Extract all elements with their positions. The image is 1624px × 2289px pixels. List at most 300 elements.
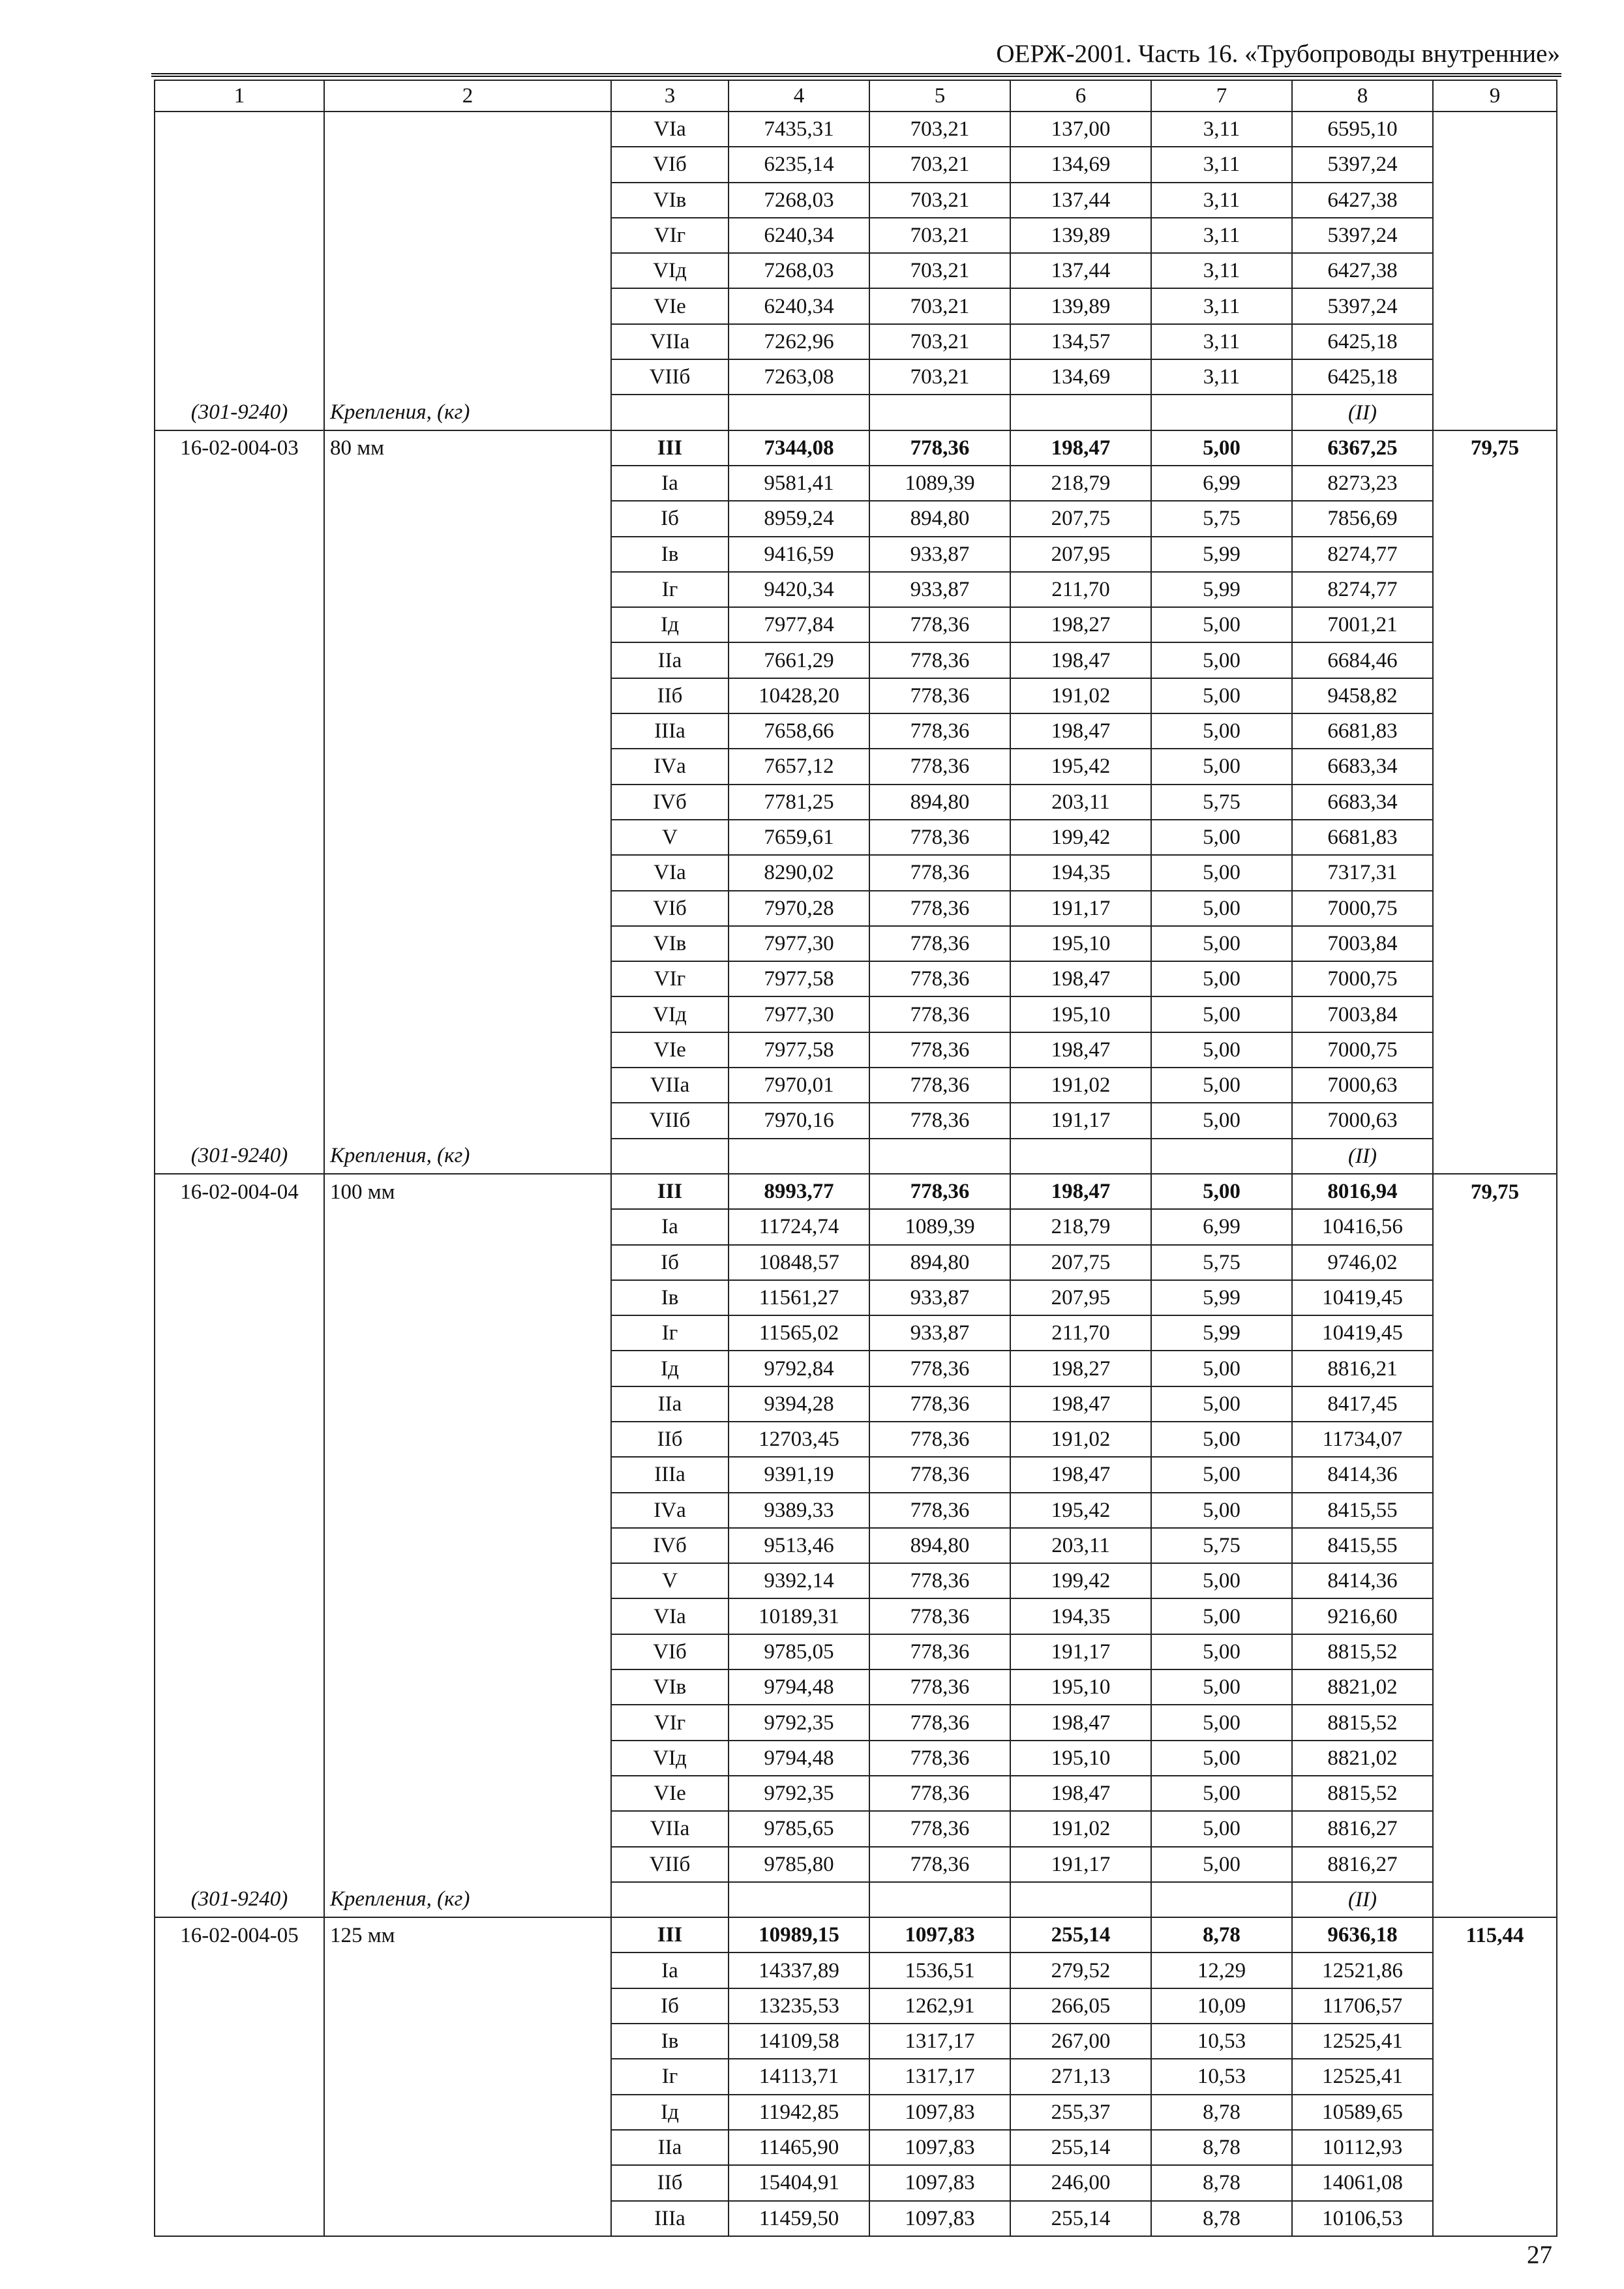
table-row [155,1741,1557,1776]
total-cost: 15404,91 [729,2165,869,2200]
labor-hours-empty [1433,713,1557,749]
zone-code: VIг [611,218,729,253]
labor-hours-empty [1433,253,1557,288]
total-cost: 9513,46 [729,1528,869,1563]
rate-code-empty [155,1776,324,1811]
total-cost: 7970,01 [729,1068,869,1103]
rate-name-empty [324,1528,611,1563]
labor-cost: 1097,83 [869,1917,1010,1952]
labor-hours-empty [1433,1351,1557,1386]
table-row [155,1776,1557,1811]
labor-cost: 894,80 [869,501,1010,536]
total-cost: 8959,24 [729,501,869,536]
footer-empty [1151,395,1292,430]
zone-code: IVб [611,785,729,820]
material-cost: 7001,21 [1292,607,1433,642]
labor-hours-empty [1433,607,1557,642]
labor-cost: 778,36 [869,430,1010,466]
zone-code: IIб [611,678,729,713]
operator-wage: 5,99 [1151,1315,1292,1351]
rate-code-empty [155,926,324,961]
rate-name-empty [324,1811,611,1846]
total-cost: 11561,27 [729,1280,869,1315]
zone-code: VIа [611,1598,729,1634]
labor-hours-empty [1433,642,1557,678]
machine-cost: 207,95 [1010,537,1151,572]
footer-empty [729,1139,869,1174]
operator-wage: 5,00 [1151,430,1292,466]
table-row [155,2024,1557,2059]
rate-code-empty [155,253,324,288]
material-cost: 8415,55 [1292,1493,1433,1528]
operator-wage: 5,00 [1151,1174,1292,1209]
column-numbers-row [155,80,1557,112]
footer-note: (II) [1292,395,1433,430]
total-cost: 9792,35 [729,1705,869,1740]
labor-cost: 778,36 [869,891,1010,926]
total-cost: 7262,96 [729,324,869,359]
rate-code-empty [155,1705,324,1740]
total-cost: 7977,58 [729,1032,869,1068]
machine-cost: 198,27 [1010,607,1151,642]
material-cost: 6425,18 [1292,324,1433,359]
table-row [155,1811,1557,1846]
labor-cost: 1536,51 [869,1952,1010,1988]
footer-empty [611,1882,729,1917]
zone-code: VIIб [611,359,729,395]
rate-name-empty [324,1776,611,1811]
table-row [155,1847,1557,1882]
operator-wage: 5,00 [1151,642,1292,678]
table-row [155,218,1557,253]
total-cost: 9785,65 [729,1811,869,1846]
machine-cost: 198,47 [1010,642,1151,678]
labor-cost: 703,21 [869,218,1010,253]
footer-note: (II) [1292,1882,1433,1917]
rate-name-empty [324,749,611,784]
labor-cost: 778,36 [869,607,1010,642]
total-cost: 9794,48 [729,1741,869,1776]
rate-name-empty [324,1315,611,1351]
labor-hours-empty [1433,1811,1557,1846]
zone-code: VIа [611,112,729,147]
machine-cost: 203,11 [1010,1528,1151,1563]
material-cost: 10416,56 [1292,1209,1433,1244]
machine-cost: 198,47 [1010,713,1151,749]
zone-code: Iб [611,501,729,536]
machine-cost: 198,47 [1010,1705,1151,1740]
rate-code-empty [155,1988,324,2024]
machine-cost: 255,14 [1010,2201,1151,2236]
material-cost: 6427,38 [1292,253,1433,288]
rate-code-empty [155,1032,324,1068]
footer-resource-label: Крепления, (кг) [324,395,611,430]
material-cost: 11734,07 [1292,1422,1433,1457]
material-cost: 10112,93 [1292,2130,1433,2165]
rate-code-empty [155,855,324,890]
rate-name-empty [324,466,611,501]
table-row [155,2165,1557,2200]
labor-cost: 703,21 [869,183,1010,218]
total-cost: 7977,58 [729,961,869,996]
labor-hours-empty [1433,1528,1557,1563]
operator-wage: 8,78 [1151,1917,1292,1952]
labor-hours-empty [1433,1598,1557,1634]
footer-resource-label: Крепления, (кг) [324,1882,611,1917]
labor-cost: 703,21 [869,324,1010,359]
operator-wage: 5,99 [1151,537,1292,572]
labor-cost: 778,36 [869,642,1010,678]
rate-code-empty [155,2059,324,2094]
material-cost: 8415,55 [1292,1528,1433,1563]
labor-cost: 1097,83 [869,2130,1010,2165]
labor-cost: 894,80 [869,785,1010,820]
labor-hours-empty [1433,749,1557,784]
rate-name-empty [324,1952,611,1988]
column-number: 9 [1433,80,1557,112]
rate-name-empty [324,2024,611,2059]
rate-code-empty [155,1068,324,1103]
labor-hours-empty [1433,359,1557,395]
rate-code-empty [155,1952,324,1988]
rate-code-empty [155,1103,324,1138]
labor-hours-empty [1433,1245,1557,1280]
machine-cost: 266,05 [1010,1988,1151,2024]
rate-name-empty [324,1245,611,1280]
table-row [155,1068,1557,1103]
total-cost: 7781,25 [729,785,869,820]
material-cost: 8414,36 [1292,1563,1433,1598]
total-cost: 10189,31 [729,1598,869,1634]
rate-name-empty [324,2165,611,2200]
total-cost: 8290,02 [729,855,869,890]
table-body [155,80,1557,2236]
operator-wage: 3,11 [1151,288,1292,323]
material-cost: 7856,69 [1292,501,1433,536]
operator-wage: 3,11 [1151,359,1292,395]
footer-empty [1433,1139,1557,1174]
rate-code-empty [155,820,324,855]
labor-cost: 1089,39 [869,1209,1010,1244]
labor-hours-empty [1433,891,1557,926]
material-cost: 7000,63 [1292,1068,1433,1103]
total-cost: 9416,59 [729,537,869,572]
rate-code [155,112,324,147]
rate-name-empty [324,1669,611,1705]
zone-code: IVа [611,749,729,784]
labor-hours-empty [1433,1705,1557,1740]
labor-cost: 778,36 [869,1741,1010,1776]
material-cost: 9216,60 [1292,1598,1433,1634]
labor-cost: 1317,17 [869,2059,1010,2094]
labor-cost: 933,87 [869,537,1010,572]
rate-code-empty [155,1209,324,1244]
labor-cost: 778,36 [869,713,1010,749]
column-number: 5 [869,80,1010,112]
rate-code-empty [155,713,324,749]
operator-wage: 3,11 [1151,218,1292,253]
operator-wage: 3,11 [1151,324,1292,359]
material-cost: 8815,52 [1292,1705,1433,1740]
table-row [155,1528,1557,1563]
rate-name-empty [324,926,611,961]
zone-code: VIб [611,891,729,926]
labor-cost: 778,36 [869,1174,1010,1209]
rate-code-empty [155,891,324,926]
labor-hours-empty [1433,2059,1557,2094]
labor-hours-empty [1433,996,1557,1032]
operator-wage: 5,00 [1151,1068,1292,1103]
zone-code: VIд [611,996,729,1032]
zone-code: VIд [611,1741,729,1776]
total-cost: 7977,30 [729,996,869,1032]
operator-wage: 10,53 [1151,2024,1292,2059]
table-row [155,1422,1557,1457]
machine-cost: 198,47 [1010,1386,1151,1422]
operator-wage: 5,75 [1151,1245,1292,1280]
rate-name-empty [324,572,611,607]
zone-code: VIв [611,926,729,961]
operator-wage: 8,78 [1151,2130,1292,2165]
machine-cost: 191,17 [1010,891,1151,926]
labor-hours: 79,75 [1433,430,1557,466]
column-number: 1 [155,80,324,112]
table-row [155,1705,1557,1740]
total-cost: 7977,84 [729,607,869,642]
footer-empty [1151,1882,1292,1917]
total-cost: 7268,03 [729,183,869,218]
labor-cost: 778,36 [869,1705,1010,1740]
labor-cost: 1097,83 [869,2201,1010,2236]
machine-cost: 199,42 [1010,820,1151,855]
rate-code-empty [155,785,324,820]
material-cost: 8417,45 [1292,1386,1433,1422]
table-row [155,430,1557,466]
material-cost: 11706,57 [1292,1988,1433,2024]
operator-wage: 5,00 [1151,1457,1292,1492]
operator-wage: 5,00 [1151,1103,1292,1138]
zone-code: VIг [611,1705,729,1740]
table-row [155,183,1557,218]
rate-code-empty [155,749,324,784]
material-cost: 8414,36 [1292,1457,1433,1492]
total-cost: 9391,19 [729,1457,869,1492]
labor-cost: 778,36 [869,1068,1010,1103]
rate-name-empty [324,607,611,642]
total-cost: 9392,14 [729,1563,869,1598]
zone-code: Iа [611,1209,729,1244]
material-cost: 8274,77 [1292,537,1433,572]
rate-name-empty [324,1847,611,1882]
material-cost: 8816,21 [1292,1351,1433,1386]
operator-wage: 5,00 [1151,996,1292,1032]
total-cost: 14337,89 [729,1952,869,1988]
material-cost: 7317,31 [1292,855,1433,890]
table-row [155,1952,1557,1988]
rate-name-empty [324,1457,611,1492]
operator-wage: 3,11 [1151,183,1292,218]
labor-hours-empty [1433,183,1557,218]
zone-code: Iа [611,1952,729,1988]
total-cost: 11459,50 [729,2201,869,2236]
material-cost: 6684,46 [1292,642,1433,678]
total-cost: 7977,30 [729,926,869,961]
zone-code: III [611,430,729,466]
rate-name: 125 мм [324,1917,611,1952]
material-cost: 9746,02 [1292,1245,1433,1280]
rate-code-empty [155,1386,324,1422]
total-cost: 7970,28 [729,891,869,926]
machine-cost: 198,27 [1010,1351,1151,1386]
zone-code: Iг [611,572,729,607]
operator-wage: 5,00 [1151,855,1292,890]
labor-hours-empty [1433,785,1557,820]
total-cost: 9389,33 [729,1493,869,1528]
rate-code-empty [155,1280,324,1315]
labor-cost: 933,87 [869,572,1010,607]
labor-cost: 1262,91 [869,1988,1010,2024]
material-cost: 14061,08 [1292,2165,1433,2200]
rate-code-empty [155,996,324,1032]
rate-name-empty [324,2201,611,2236]
machine-cost: 191,17 [1010,1634,1151,1669]
material-cost: 7000,75 [1292,891,1433,926]
machine-cost: 191,02 [1010,1422,1151,1457]
table-row [155,466,1557,501]
machine-cost: 137,00 [1010,112,1151,147]
table-row [155,288,1557,323]
rate-name-empty [324,1209,611,1244]
table-row [155,537,1557,572]
zone-code: VIв [611,1669,729,1705]
total-cost: 7344,08 [729,430,869,466]
zone-code: IIа [611,1386,729,1422]
rate-name-empty [324,2130,611,2165]
zone-code: Iд [611,607,729,642]
machine-cost: 194,35 [1010,1598,1151,1634]
machine-cost: 255,14 [1010,2130,1151,2165]
total-cost: 7658,66 [729,713,869,749]
operator-wage: 6,99 [1151,466,1292,501]
rate-name-empty [324,996,611,1032]
footer-empty [611,395,729,430]
page-number: 27 [1527,2241,1552,2269]
zone-code: V [611,820,729,855]
rate-code-empty [155,2130,324,2165]
operator-wage: 5,00 [1151,1386,1292,1422]
total-cost: 9581,41 [729,466,869,501]
table-row [155,1598,1557,1634]
labor-hours-empty [1433,1952,1557,1988]
rate-name-empty [324,1741,611,1776]
table-row [155,2130,1557,2165]
material-cost: 12525,41 [1292,2059,1433,2094]
labor-cost: 778,36 [869,1386,1010,1422]
labor-cost: 933,87 [869,1280,1010,1315]
zone-code: VIе [611,1032,729,1068]
machine-cost: 195,42 [1010,749,1151,784]
labor-hours-empty [1433,147,1557,182]
zone-code: Iв [611,2024,729,2059]
total-cost: 6240,34 [729,288,869,323]
table-row [155,1493,1557,1528]
footer-empty [1010,1882,1151,1917]
labor-cost: 703,21 [869,112,1010,147]
labor-cost: 933,87 [869,1315,1010,1351]
rate-code-empty [155,607,324,642]
rate-code-empty [155,324,324,359]
rate-code-empty [155,1315,324,1351]
rate-name-empty [324,324,611,359]
machine-cost: 198,47 [1010,430,1151,466]
material-cost: 6681,83 [1292,713,1433,749]
total-cost: 10428,20 [729,678,869,713]
machine-cost: 195,42 [1010,1493,1151,1528]
footer-resource-label: Крепления, (кг) [324,1139,611,1174]
zone-code: Iг [611,1315,729,1351]
material-cost: 6427,38 [1292,183,1433,218]
labor-hours-empty [1433,1103,1557,1138]
zone-code: Iв [611,1280,729,1315]
material-cost: 8016,94 [1292,1174,1433,1209]
labor-cost: 703,21 [869,147,1010,182]
rate-name-empty [324,218,611,253]
labor-hours-empty [1433,1493,1557,1528]
operator-wage: 8,78 [1151,2165,1292,2200]
material-cost: 8821,02 [1292,1741,1433,1776]
labor-hours-empty [1433,926,1557,961]
material-cost: 10419,45 [1292,1315,1433,1351]
table-row [155,642,1557,678]
operator-wage: 5,00 [1151,891,1292,926]
labor-cost: 778,36 [869,1422,1010,1457]
operator-wage: 3,11 [1151,147,1292,182]
labor-hours-empty [1433,1669,1557,1705]
labor-cost: 778,36 [869,855,1010,890]
rate-code-empty [155,1811,324,1846]
zone-code: VIIа [611,1811,729,1846]
machine-cost: 191,02 [1010,678,1151,713]
table-row [155,1174,1557,1209]
total-cost: 9785,80 [729,1847,869,1882]
operator-wage: 5,75 [1151,1528,1292,1563]
machine-cost: 134,69 [1010,147,1151,182]
material-cost: 6683,34 [1292,749,1433,784]
table-row [155,820,1557,855]
rate-name-empty [324,1422,611,1457]
footer-empty [1433,1882,1557,1917]
rate-code-empty [155,147,324,182]
labor-hours-empty [1433,324,1557,359]
total-cost: 7970,16 [729,1103,869,1138]
machine-cost: 255,14 [1010,1917,1151,1952]
material-cost: 6683,34 [1292,785,1433,820]
rate-name-empty [324,1563,611,1598]
column-number: 2 [324,80,611,112]
column-number: 4 [729,80,869,112]
rate-name-empty [324,891,611,926]
table-row [155,1988,1557,2024]
zone-code: VIIб [611,1847,729,1882]
machine-cost: 271,13 [1010,2059,1151,2094]
machine-cost: 211,70 [1010,572,1151,607]
labor-hours-empty [1433,218,1557,253]
labor-cost: 778,36 [869,1032,1010,1068]
footer-empty [1433,395,1557,430]
material-cost: 9636,18 [1292,1917,1433,1952]
labor-cost: 778,36 [869,961,1010,996]
labor-cost: 778,36 [869,926,1010,961]
